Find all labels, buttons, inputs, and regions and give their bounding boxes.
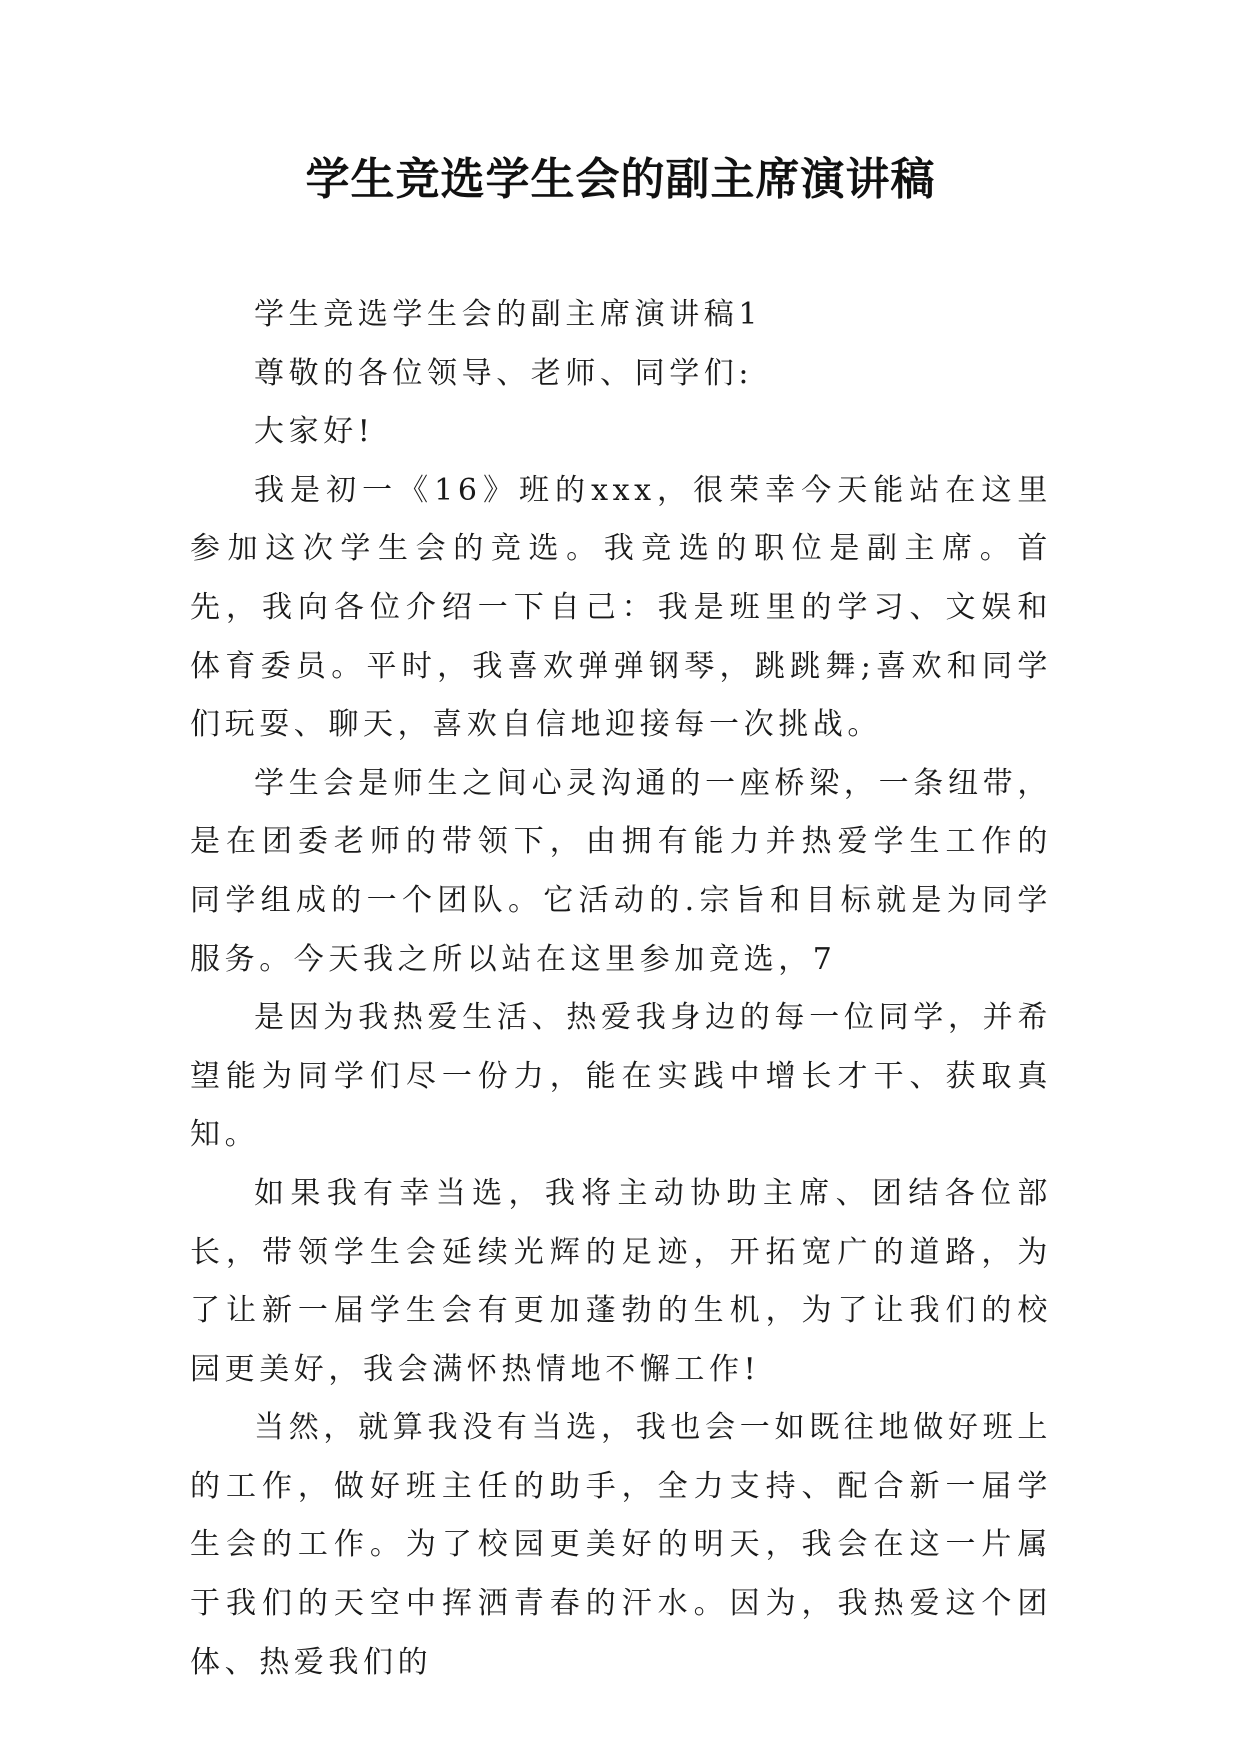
document-body [190,286,1052,1692]
paragraph-introduction: 我是初一《16》班的xxx，很荣幸今天能站在这里参加这次学生会的竞选。我竞选的职位是副主席。首先，我向各位介绍一下自己：我是班里的学习、文娱和体育委员。平时，我喜欢弹弹钢琴，跳跳舞;喜欢和同学们玩耍、聊天，喜欢自信地迎接每一次挑战。 [190,472,1052,743]
paragraph-subtitle: 学生竞选学生会的副主席演讲稿1 [254,297,763,332]
document-title: 学生竞选学生会的副主席演讲稿 [305,154,936,205]
paragraph-if-not-elected: 当然，就算我没有当选，我也会一如既往地做好班上的工作，做好班主任的助手，全力支持、配合新一届学生会的工作。为了校园更美好的明天，我会在这一片属于我们的天空中挥洒青春的汗水。因为，我热爱这个团体、热爱我们的 [190,1410,1052,1680]
paragraph-student-union: 学生会是师生之间心灵沟通的一座桥梁，一条纽带，是在团委老师的带领下，由拥有能力并热爱学生工作的同学组成的一个团队。它活动的.宗旨和目标就是为同学服务。今天我之所以站在这里参加竞选，7 [190,765,1052,977]
paragraph-reason: 是因为我热爱生活、热爱我身边的每一位同学，并希望能为同学们尽一份力，能在实践中增长才干、获取真知。 [190,1000,1052,1153]
paragraph-salutation: 尊敬的各位领导、老师、同学们: [254,355,754,391]
paragraph-greeting: 大家好! [254,414,375,450]
paragraph-if-elected: 如果我有幸当选，我将主动协助主席、团结各位部长，带领学生会延续光辉的足迹，开拓宽广的道路，为了让新一届学生会有更加蓬勃的生机，为了让我们的校园更美好，我会满怀热情地不懈工作! [190,1175,1052,1387]
